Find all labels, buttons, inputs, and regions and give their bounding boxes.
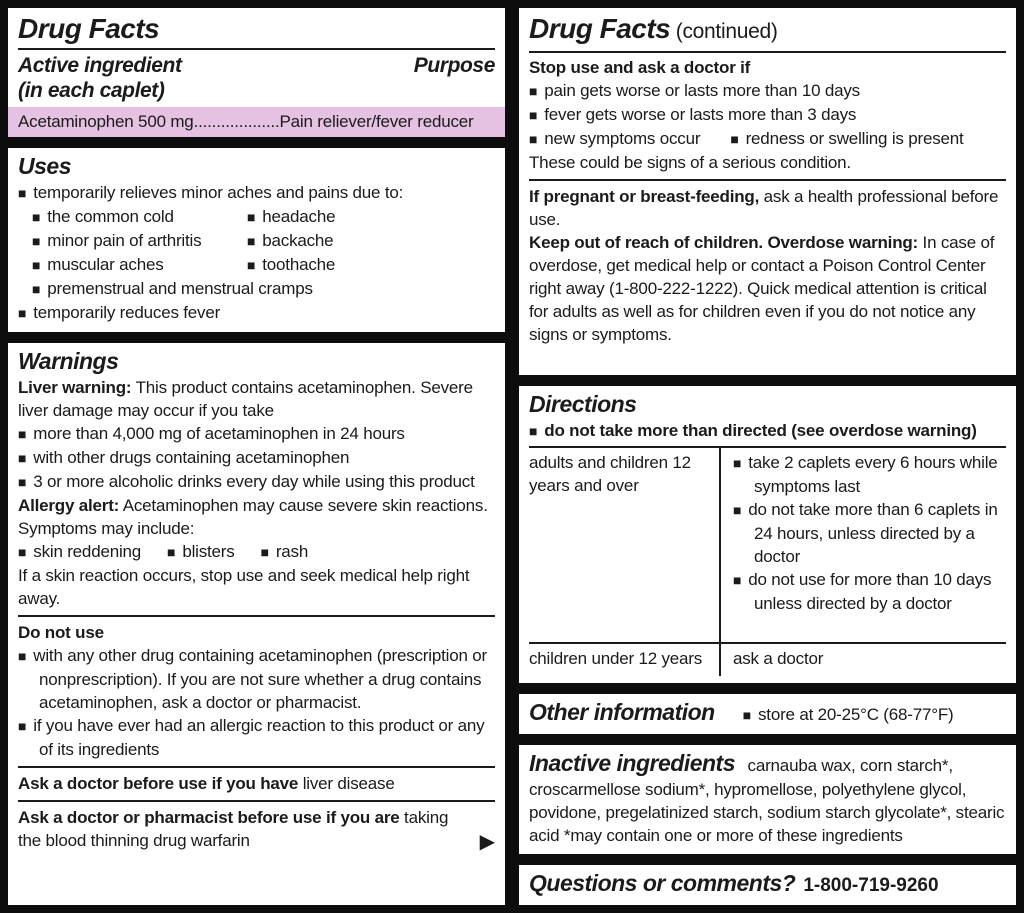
symptom-item: ■ skin reddening xyxy=(18,540,141,564)
dose-bullet: ■ do not use for more than 10 days unless directed by a doctor xyxy=(733,568,1006,615)
liver-bullet: ■ with other drugs containing acetaminophen xyxy=(18,446,495,470)
do-not-use-title: Do not use xyxy=(18,623,104,642)
purpose-heading: Purpose xyxy=(413,54,495,77)
storage-note: ■ store at 20-25°C (68-77°F) xyxy=(743,703,954,727)
separator xyxy=(18,766,495,768)
serious-condition-note: These could be signs of a serious condition. xyxy=(529,153,851,172)
right-column xyxy=(519,8,1016,905)
inactive-ingredients-title: Inactive ingredients xyxy=(529,750,736,776)
table-row xyxy=(529,642,1006,676)
allergy-alert-lead: Allergy alert: xyxy=(18,496,120,515)
active-ingredient-heading xyxy=(18,53,182,103)
left-column xyxy=(8,8,505,905)
questions-row xyxy=(529,869,1006,898)
questions-title: Questions or comments? xyxy=(529,870,796,896)
title-rule xyxy=(529,51,1006,53)
other-information-row xyxy=(529,698,1006,727)
warnings-title: Warnings xyxy=(18,348,119,374)
uses-item: ■ the common cold xyxy=(32,205,247,229)
overdose-text: In case of overdose, get medical help or contact a Poison Control Center right away (1-800-222-1222). Quick medical attention is critical for adults as well as for children even if you do not notice any signs or symptoms. xyxy=(529,233,995,344)
panel-uses xyxy=(8,148,505,332)
panel-other-information xyxy=(519,694,1016,734)
drug-facts-title: Drug Facts xyxy=(18,13,160,44)
pregnant-text: ask a health professional before use. xyxy=(529,187,999,229)
liver-warning-text: This product contains acetaminophen. Severe liver damage may occur if you take xyxy=(18,378,473,420)
directions-title: Directions xyxy=(529,390,637,417)
symptom-bullets xyxy=(18,540,495,564)
stop-use-title: Stop use and ask a doctor if xyxy=(529,58,751,77)
uses-item: ■ muscular aches xyxy=(32,253,247,277)
drug-facts-continued-main: Drug Facts xyxy=(529,13,671,44)
keep-out-of-reach-note xyxy=(529,231,1006,346)
allergy-alert-text: Acetaminophen may cause severe skin reactions. Symptoms may include: xyxy=(18,496,488,538)
active-ingredient-line2: (in each caplet) xyxy=(18,79,165,102)
uses-item: ■ headache xyxy=(247,205,495,229)
ask-doctor-text: liver disease xyxy=(298,774,395,793)
directions-dose-cell: ask a doctor xyxy=(733,649,824,668)
panel-directions xyxy=(519,386,1016,684)
pregnant-lead: If pregnant or breast-feeding, xyxy=(529,187,760,206)
continued-suffix: (continued) xyxy=(670,20,778,43)
separator xyxy=(18,615,495,617)
active-ingredient-row xyxy=(8,107,505,137)
uses-item: ■ toothache xyxy=(247,253,495,277)
panel-inactive-ingredients xyxy=(519,745,1016,854)
panel-warnings xyxy=(8,343,505,905)
uses-grid xyxy=(32,205,495,277)
drug-facts-continued-title xyxy=(529,12,1006,49)
active-ingredient-header xyxy=(18,53,495,103)
inactive-ingredients-list: carnauba wax, corn starch*, croscarmellose sodium*, hypromellose, polyethylene glycol, povidone, pregelatinized starch, sodium starch glycolate*, stearic acid *may contain one or more of these ingredients xyxy=(529,756,1005,845)
uses-item: ■ temporarily reduces fever xyxy=(18,301,495,325)
liver-bullet: ■ 3 or more alcoholic drinks every day while using this product xyxy=(18,470,495,494)
ask-pharmacist-note xyxy=(18,806,474,852)
directions-table xyxy=(529,446,1006,677)
symptom-item: ■ blisters xyxy=(167,540,235,564)
directions-age-cell: children under 12 years xyxy=(529,644,721,676)
separator xyxy=(529,179,1006,181)
directions-dose-cell xyxy=(721,448,1006,643)
do-not-use-bullet: ■ with any other drug containing acetaminophen (prescription or nonprescription). If you are not sure whether a drug contains acetaminophen, ask a doctor or pharmacist. xyxy=(18,644,495,714)
liver-warning-lead: Liver warning: xyxy=(18,378,132,397)
pregnant-note xyxy=(529,185,1006,231)
liver-bullet: ■ more than 4,000 mg of acetaminophen in 24 hours xyxy=(18,422,495,446)
do-not-use-bullet: ■ if you have ever had an allergic reaction to this product or any of its ingredients xyxy=(18,714,495,761)
separator xyxy=(18,800,495,802)
ask-doctor-lead: Ask a doctor before use if you have xyxy=(18,774,299,793)
ask-doctor-note xyxy=(18,772,495,795)
title-rule xyxy=(18,48,495,50)
uses-intro: ■ temporarily relieves minor aches and pains due to: xyxy=(18,181,495,205)
stop-use-bullet: ■ fever gets worse or lasts more than 3 days xyxy=(529,103,1006,127)
stop-use-bullet: ■ pain gets worse or lasts more than 10 days xyxy=(529,79,1006,103)
skin-reaction-note: If a skin reaction occurs, stop use and seek medical help right away. xyxy=(18,566,470,608)
active-ingredient-line1: Active ingredient xyxy=(18,54,182,77)
directions-age-cell: adults and children 12 years and over xyxy=(529,448,721,643)
directions-subtitle: ■ do not take more than directed (see overdose warning) xyxy=(529,419,1006,443)
liver-warning xyxy=(18,376,495,422)
dose-bullet: ■ take 2 caplets every 6 hours while symptoms last xyxy=(733,451,1006,498)
other-information-title: Other information xyxy=(529,699,715,725)
dot-leader: ................... xyxy=(193,112,280,131)
ask-pharmacist-text: taking the blood thinning drug warfarin xyxy=(18,808,449,850)
panel-active-ingredient xyxy=(8,8,505,137)
ingredient-purpose: Pain reliever/fever reducer xyxy=(279,112,474,131)
symptom-item: ■ rash xyxy=(261,540,309,564)
stop-use-item: ■ redness or swelling is present xyxy=(730,127,963,151)
uses-item: ■ premenstrual and menstrual cramps xyxy=(32,277,495,301)
panel-questions xyxy=(519,865,1016,905)
stop-use-item: ■ new symptoms occur xyxy=(529,127,700,151)
stop-use-inline-bullets xyxy=(529,127,1006,151)
uses-title: Uses xyxy=(18,153,71,179)
ask-pharmacist-row xyxy=(18,806,495,852)
allergy-alert xyxy=(18,494,495,540)
uses-item: ■ minor pain of arthritis xyxy=(32,229,247,253)
inactive-ingredients-paragraph xyxy=(529,749,1006,847)
dose-bullet: ■ do not take more than 6 caplets in 24 hours, unless directed by a doctor xyxy=(733,498,1006,568)
uses-item: ■ backache xyxy=(247,229,495,253)
panel-facts-continued xyxy=(519,8,1016,375)
table-row xyxy=(529,448,1006,643)
ingredient-name: Acetaminophen 500 mg xyxy=(18,112,194,131)
overdose-lead: Keep out of reach of children. Overdose warning: xyxy=(529,233,919,252)
continued-arrow-icon: ▶ xyxy=(479,831,495,853)
questions-phone-number: 1-800-719-9260 xyxy=(803,875,939,896)
ask-pharmacist-lead: Ask a doctor or pharmacist before use if you are xyxy=(18,808,400,827)
